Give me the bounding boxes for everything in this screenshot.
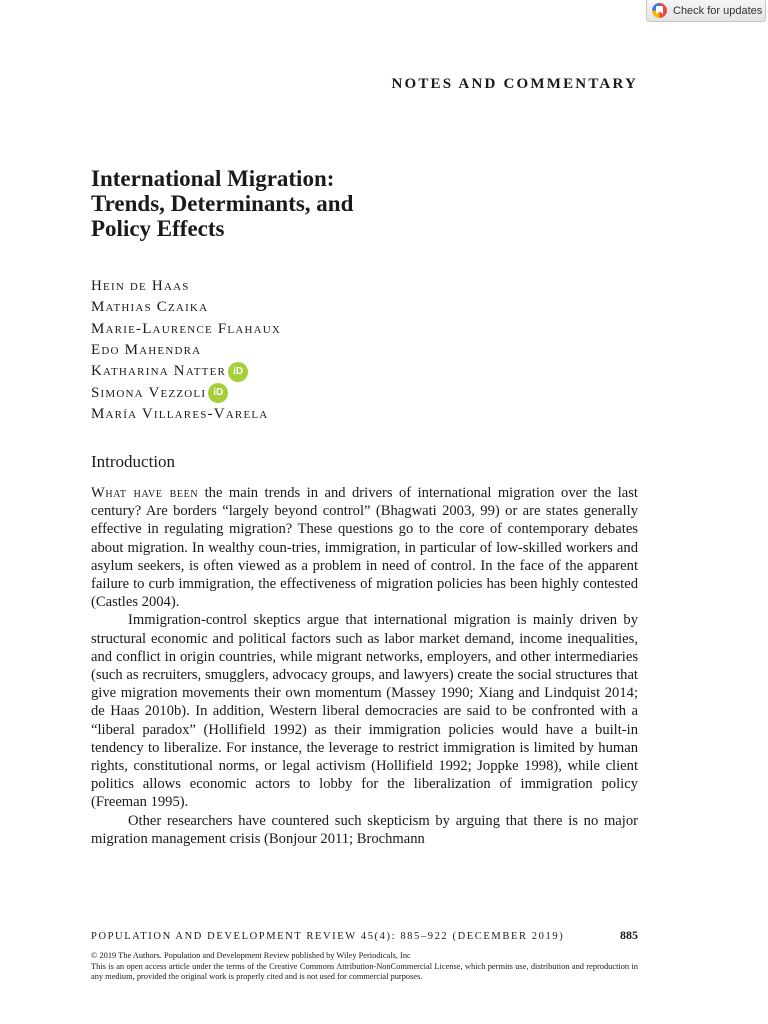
title-line: Trends, Determinants, and: [91, 191, 354, 216]
author-item: [91, 361, 281, 382]
crossmark-icon: [652, 3, 667, 18]
page-number: 885: [620, 928, 638, 942]
author-item: [91, 276, 281, 297]
author-item: [91, 340, 281, 361]
orcid-icon[interactable]: iD: [228, 362, 248, 382]
journal-reference: POPULATION AND DEVELOPMENT REVIEW 45(4): 885–922 (DECEMBER 2019): [91, 931, 565, 942]
paragraph-text: the main trends in and drivers of international migration over the last century? Are borders “largely beyond control” (Bhagwati 2003, 99) or are states generally effective in regulating migration? These questions go to the core of contemporary debates about migration. In wealthy coun-tries, immigration, in particular of low-skilled workers and asylum seekers, is often viewed as a problem in need of control. In the face of the apparent failure to curb immigration, the effectiveness of migration policies has been highly contested (Castles 2004).: [91, 485, 638, 611]
paragraph: [91, 484, 638, 611]
article-body: [91, 484, 638, 848]
author-name: María Villares-Varela: [91, 405, 269, 422]
author-list: [91, 276, 281, 425]
lead-in-text: What have been: [91, 485, 199, 501]
section-heading: NOTES AND COMMENTARY: [391, 76, 638, 92]
title-line: Policy Effects: [91, 216, 225, 241]
author-name: Hein de Haas: [91, 278, 190, 295]
author-item: [91, 404, 281, 425]
orcid-icon[interactable]: iD: [208, 383, 228, 403]
copyright-notice: [91, 951, 638, 983]
section-title-introduction: Introduction: [91, 452, 176, 471]
title-line: International Migration:: [91, 166, 335, 191]
author-name: Marie-Laurence Flahaux: [91, 320, 282, 337]
copyright-line: © 2019 The Authors. Population and Development Review published by Wiley Periodicals, Inc: [91, 951, 411, 960]
article-title: [91, 166, 611, 241]
license-line: This is an open access article under the terms of the Creative Commons Attribution-NonCommercial License, which permits use, distribution and reproduction in any medium, provided the original work is properly cited and is not used for commercial purposes.: [91, 961, 638, 982]
author-item: [91, 297, 281, 318]
paragraph: Immigration-control skeptics argue that international migration is mainly driven by structural economic and political factors such as labor market demand, income inequalities, and conflict in origin countries, while migrant networks, employers, and other intermediaries (such as recruiters, smugglers, advocacy groups, and lawyers) create the social structures that give migration movements their own momentum (Massey 1990; Xiang and Lindquist 2014; de Haas 2010b). In addition, Western liberal democracies are said to be confronted with a “liberal paradox” (Hollifield 1992) as their immigration policies would have a built-in tendency to liberalize. For instance, the leverage to restrict immigration is limited by human rights, constitutional norms, or legal activism (Hollifield 1992; Joppke 1998), while client politics allows economic actors to lobby for the liberalization of immigration policy (Freeman 1995).: [91, 612, 638, 811]
check-for-updates-label: Check for updates: [673, 4, 763, 17]
author-item: [91, 382, 281, 403]
author-item: [91, 319, 281, 340]
author-name: Edo Mahendra: [91, 342, 202, 359]
author-name: Simona Vezzoli: [91, 384, 207, 401]
check-for-updates-button[interactable]: [646, 0, 766, 22]
page-footer: [91, 928, 638, 943]
author-name: Katharina Natter: [91, 363, 227, 380]
paragraph: Other researchers have countered such skepticism by arguing that there is no major migration management crisis (Bonjour 2011; Brochmann: [91, 812, 638, 847]
author-name: Mathias Czaika: [91, 299, 209, 316]
